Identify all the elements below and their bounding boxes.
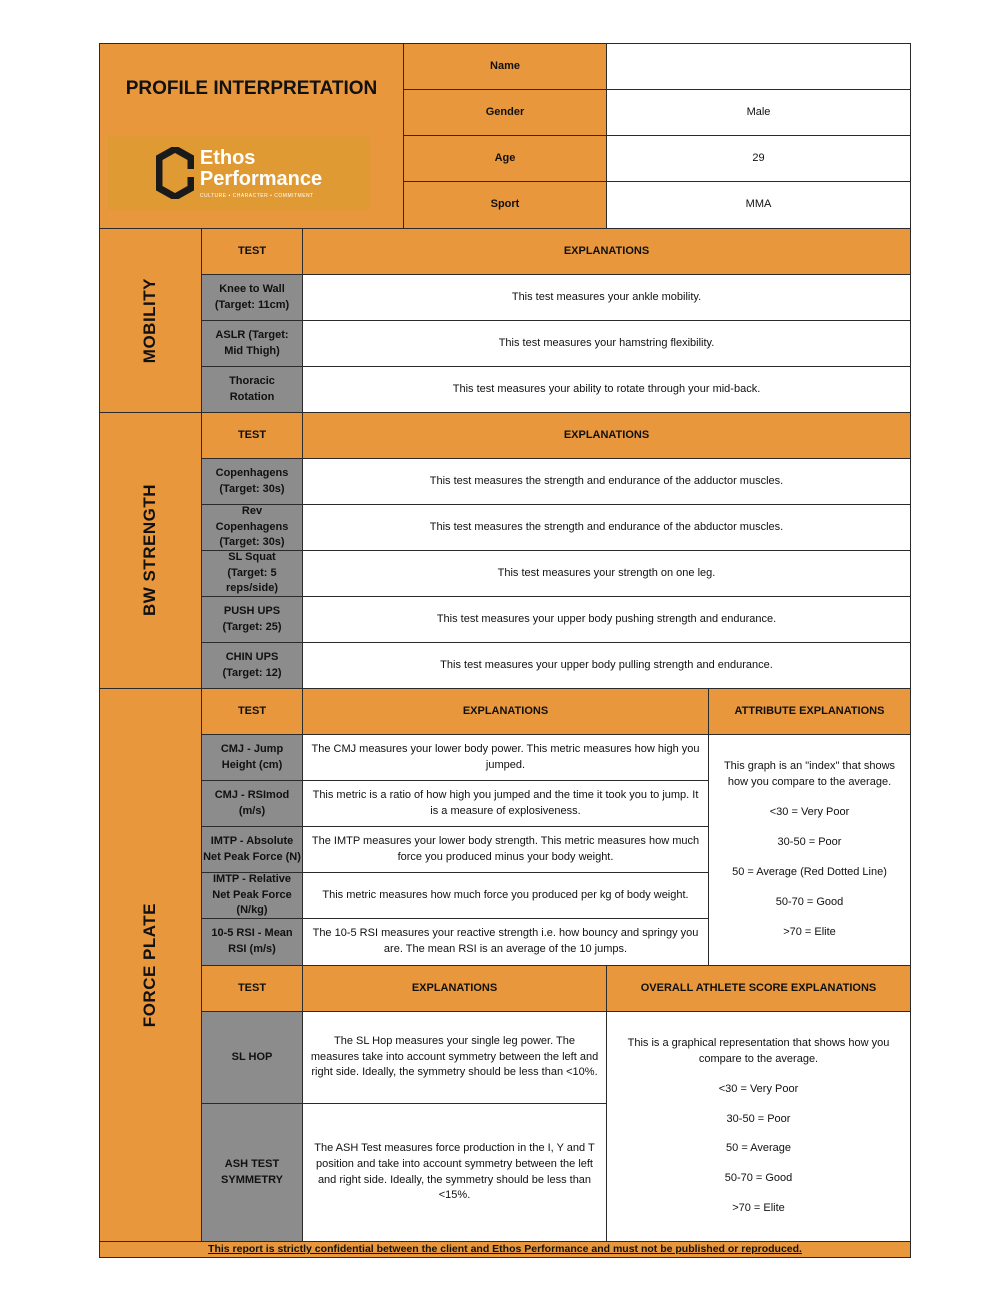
fp-test-cmj-rsimod: CMJ - RSImod (m/s): [201, 780, 303, 827]
sport-value: MMA: [606, 181, 911, 229]
bw-test-push-ups: PUSH UPS (Target: 25): [201, 596, 303, 643]
hexagon-logo-icon: [156, 147, 194, 199]
fp-expl-imtp-relative: This metric measures how much force you produced per kg of body weight.: [302, 872, 709, 919]
name-label: Name: [403, 43, 607, 90]
mobility-expl-header: EXPLANATIONS: [302, 228, 911, 275]
fp-overall-explanation: [606, 1011, 911, 1242]
fp-test-imtp-absolute: IMTP - Absolute Net Peak Force (N): [201, 826, 303, 873]
fp-expl-cmj-jump-height: The CMJ measures your lower body power. This metric measures how high you jumped.: [302, 734, 709, 781]
page-title: PROFILE INTERPRETATION: [125, 78, 378, 99]
mobility-section-label: [99, 228, 202, 413]
ethos-performance-logo: [108, 136, 370, 210]
bw-test-rev-copenhagens: Rev Copenhagens (Target: 30s): [201, 504, 303, 551]
fp-test-sl-hop: SL HOP: [201, 1011, 303, 1104]
fp-attr-header: ATTRIBUTE EXPLANATIONS: [708, 688, 911, 735]
mobility-test-aslr: ASLR (Target: Mid Thigh): [201, 320, 303, 367]
fp-expl-sl-hop: The SL Hop measures your single leg power. The measures take into account symmetry between the left and right side. Ideally, the symmetry should be less than <10%.: [302, 1011, 607, 1104]
bw-test-header: TEST: [201, 412, 303, 459]
bw-expl-rev-copenhagens: This test measures the strength and endurance of the abductor muscles.: [302, 504, 911, 551]
mobility-expl-knee-to-wall: This test measures your ankle mobility.: [302, 274, 911, 321]
mobility-test-header: TEST: [201, 228, 303, 275]
logo-line2: Performance: [199, 167, 323, 190]
fp-expl-10-5-rsi: The 10-5 RSI measures your reactive strength i.e. how bouncy and springy you are. The mean RSI is an average of the 10 jumps.: [302, 918, 709, 966]
fp-expl-header: EXPLANATIONS: [302, 688, 709, 735]
fp-attribute-explanation: [708, 734, 911, 966]
gender-value: Male: [606, 89, 911, 136]
confidentiality-footer: This report is strictly confidential between the client and Ethos Performance and must not be published or reproduced.: [99, 1241, 911, 1258]
attr-scale-0: <30 = Very Poor: [769, 806, 850, 819]
fp-test-imtp-relative: IMTP - Relative Net Peak Force (N/kg): [201, 872, 303, 919]
bw-expl-push-ups: This test measures your upper body pushing strength and endurance.: [302, 596, 911, 643]
attr-scale-2: 50 = Average (Red Dotted Line): [732, 865, 887, 878]
overall-scale-1: 30-50 = Poor: [726, 1112, 791, 1125]
name-value: [606, 43, 911, 90]
mobility-expl-thoracic: This test measures your ability to rotate through your mid-back.: [302, 366, 911, 413]
bw-expl-chin-ups: This test measures your upper body pulling strength and endurance.: [302, 642, 911, 689]
mobility-section-text: MOBILITY: [140, 277, 160, 364]
logo-tagline: CULTURE • CHARACTER • COMMITMENT: [199, 192, 314, 199]
mobility-test-knee-to-wall: Knee to Wall (Target: 11cm): [201, 274, 303, 321]
fp-expl-cmj-rsimod: This metric is a ratio of how high you jumped and the time it took you to jump. It is a measure of explosiveness.: [302, 780, 709, 827]
force-plate-section-label: [99, 688, 202, 1242]
bw-strength-section-label: [99, 412, 202, 689]
attr-scale-1: 30-50 = Poor: [777, 836, 842, 849]
bw-test-chin-ups: CHIN UPS (Target: 12): [201, 642, 303, 689]
bw-expl-sl-squat: This test measures your strength on one leg.: [302, 550, 911, 597]
bw-test-copenhagens: Copenhagens (Target: 30s): [201, 458, 303, 505]
fp-test2-header: TEST: [201, 965, 303, 1012]
bw-expl-header: EXPLANATIONS: [302, 412, 911, 459]
overall-scale-2: 50 = Average: [726, 1142, 791, 1155]
fp-expl-ash: The ASH Test measures force production in the I, Y and T position and take into account symmetry between the left and right side. Ideally, the symmetry should be less than <15%.: [302, 1103, 607, 1242]
attr-scale-3: 50-70 = Good: [775, 895, 844, 908]
age-label: Age: [403, 135, 607, 182]
overall-intro: This is a graphical representation that shows how you compare to the average.: [627, 1036, 890, 1065]
logo-line1: Ethos: [199, 146, 256, 169]
force-plate-section-text: FORCE PLATE: [140, 902, 160, 1028]
overall-scale-4: >70 = Elite: [732, 1202, 785, 1215]
overall-scale-0: <30 = Very Poor: [718, 1082, 799, 1095]
mobility-expl-aslr: This test measures your hamstring flexibility.: [302, 320, 911, 367]
fp-expl-imtp-absolute: The IMTP measures your lower body strength. This metric measures how much force you produced minus your body weight.: [302, 826, 709, 873]
bw-test-sl-squat: SL Squat (Target: 5 reps/side): [201, 550, 303, 597]
bw-strength-section-text: BW STRENGTH: [140, 484, 160, 617]
fp-test-header: TEST: [201, 688, 303, 735]
fp-test-ash: ASH TEST SYMMETRY: [201, 1103, 303, 1242]
attr-intro: This graph is an "index" that shows how you compare to the average.: [723, 760, 896, 789]
fp-expl2-header: EXPLANATIONS: [302, 965, 607, 1012]
fp-test-cmj-jump-height: CMJ - Jump Height (cm): [201, 734, 303, 781]
mobility-test-thoracic: Thoracic Rotation: [201, 366, 303, 413]
attr-scale-4: >70 = Elite: [783, 925, 836, 938]
bw-expl-copenhagens: This test measures the strength and endurance of the adductor muscles.: [302, 458, 911, 505]
age-value: 29: [606, 135, 911, 182]
fp-test-10-5-rsi: 10-5 RSI - Mean RSI (m/s): [201, 918, 303, 966]
overall-scale-3: 50-70 = Good: [724, 1172, 793, 1185]
gender-label: Gender: [403, 89, 607, 136]
fp-overall-header: OVERALL ATHLETE SCORE EXPLANATIONS: [606, 965, 911, 1012]
sport-label: Sport: [403, 181, 607, 229]
